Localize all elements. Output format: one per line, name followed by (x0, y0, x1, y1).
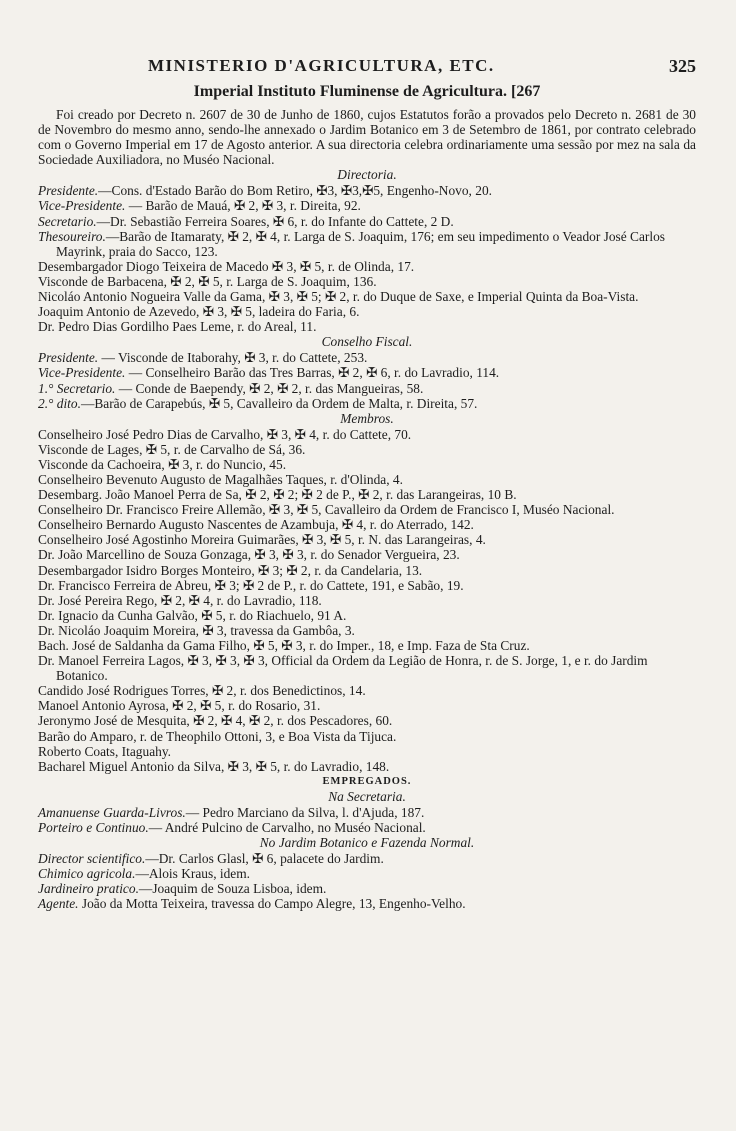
list-item (38, 866, 696, 881)
list-item (38, 183, 696, 198)
page-number: 325 (669, 56, 696, 76)
list-item: Dr. Manoel Ferreira Lagos, ✠ 3, ✠ 3, ✠ 3, Official da Ordem da Legião de Honra, r. de S. Jorge, 1, e r. do Jardim Botanico. (38, 653, 648, 684)
list-item (38, 896, 696, 911)
role-label: Amanuense Guarda-Livros. (38, 804, 186, 820)
role-label: Presidente. (38, 350, 99, 366)
role-label: 2.° dito. (38, 395, 81, 411)
entry-text: — Pedro Marciano da Silva, l. d'Ajuda, 187. (185, 804, 425, 820)
list-item: Conselheiro José Pedro Dias de Carvalho, ✠ 3, ✠ 4, r. do Cattete, 70. (38, 426, 412, 442)
list-item: Conselheiro José Agostinho Moreira Guimarães, ✠ 3, ✠ 5, r. N. das Larangeiras, 4. (38, 532, 486, 548)
list-item (38, 381, 696, 396)
role-label: Vice-Presidente. (38, 198, 126, 214)
role-label: Agente. (38, 896, 79, 912)
list-item: Manoel Antonio Ayrosa, ✠ 2, ✠ 5, r. do Rosario, 31. (38, 698, 321, 714)
secretaria-heading: Na Secretaria. (328, 788, 406, 804)
entry-text: — André Pulcino de Carvalho, no Muséo Nacional. (148, 819, 426, 835)
entry-text: — Barão de Mauá, ✠ 2, ✠ 3, r. Direita, 92. (125, 198, 361, 214)
intro-paragraph: Foi creado por Decreto n. 2607 de 30 de Junho de 1860, cujos Estatutos forão a provados pelo Decreto n. 2681 de 30 de Novembro do mesmo anno, sendo-lhe annexado o Jardim Botanico em 3 de Setembro de 1861, por contrato celebrado com o Governo Imperial em 17 de Agosto anterior. A sua directoria celebra ordinariamente uma sessão por mez na sala da Sociedade Auxiliadora, no Muséo Nacional. (38, 107, 696, 168)
entry-text: Dr. Pedro Dias Gordilho Paes Leme, r. do Areal, 11. (38, 319, 317, 335)
list-item: Desembarg. João Manoel Perra de Sa, ✠ 2, ✠ 2; ✠ 2 de P., ✠ 2, r. das Larangeiras, 10 B. (38, 487, 517, 503)
list-item (38, 229, 696, 259)
list-item: Desembargador Isidro Borges Monteiro, ✠ 3; ✠ 2, r. da Candelaria, 13. (38, 562, 423, 578)
membros-list (38, 427, 696, 774)
entry-text: —Barão de Carapebús, ✠ 5, Cavalleiro da Ordem de Malta, r. Direita, 57. (80, 395, 478, 411)
list-item (38, 820, 696, 835)
entry-text: Visconde de Barbacena, ✠ 2, ✠ 5, r. Larga de S. Joaquim, 136. (38, 273, 377, 289)
list-item: Dr. João Marcellino de Souza Gonzaga, ✠ 3, ✠ 3, r. do Senador Vergueira, 23. (38, 547, 460, 563)
list-item (38, 319, 696, 334)
entry-text: —Alois Kraus, idem. (135, 866, 251, 882)
entry-text: Nicoláo Antonio Nogueira Valle da Gama, ✠ 3, ✠ 5; ✠ 2, r. do Duque de Saxe, e Imperial Quinta da Boa-Vista. (38, 289, 639, 305)
list-item: Visconde de Lages, ✠ 5, r. de Carvalho de Sá, 36. (38, 441, 306, 457)
directoria-list (38, 183, 696, 334)
role-label: Vice-Presidente. (38, 365, 126, 381)
entry-text: —Dr. Carlos Glasl, ✠ 6, palacete do Jardim. (145, 851, 384, 867)
section-title: Imperial Instituto Fluminense de Agricultura. [267 (193, 83, 541, 100)
list-item (38, 365, 696, 380)
list-item (38, 881, 696, 896)
role-label: Chimico agricola. (38, 866, 136, 882)
role-label: Presidente. (38, 183, 99, 199)
page-header (38, 56, 696, 82)
entry-text: — Conselheiro Barão das Tres Barras, ✠ 2, ✠ 6, r. do Lavradio, 114. (125, 365, 500, 381)
entry-text: Joaquim Antonio de Azevedo, ✠ 3, ✠ 5, ladeira do Faria, 6. (38, 304, 360, 320)
secretaria-list (38, 805, 696, 835)
entry-text: Desembargador Diogo Teixeira de Macedo ✠ 3, ✠ 5, r. de Olinda, 17. (38, 258, 415, 274)
role-label: Director scientifico. (38, 851, 146, 867)
empregados-heading: EMPREGADOS. (322, 775, 412, 787)
list-item: Conselheiro Bernardo Augusto Nascentes de Azambuja, ✠ 4, r. do Aterrado, 142. (38, 517, 474, 533)
role-label: Thesoureiro. (38, 228, 106, 244)
entry-text: — Conde de Baependy, ✠ 2, ✠ 2, r. das Mangueiras, 58. (115, 380, 424, 396)
entry-text: João da Motta Teixeira, travessa do Campo Alegre, 13, Engenho-Velho. (78, 896, 466, 912)
list-item: Conselheiro Bevenuto Augusto de Magalhães Taques, r. d'Olinda, 4. (38, 471, 403, 487)
role-label: Porteiro e Continuo. (38, 819, 149, 835)
list-item (38, 259, 696, 274)
list-item (38, 214, 696, 229)
list-item: Dr. Nicoláo Joaquim Moreira, ✠ 3, travessa da Gambôa, 3. (38, 622, 355, 638)
list-item: Jeronymo José de Mesquita, ✠ 2, ✠ 4, ✠ 2, r. dos Pescadores, 60. (38, 713, 393, 729)
list-item (38, 274, 696, 289)
entry-text: —Barão de Itamaraty, ✠ 2, ✠ 4, r. Larga de S. Joaquim, 176; em seu impedimento o Veador José Carlos Mayrink, praia do Sacco, 123. (56, 228, 666, 259)
list-item: Roberto Coats, Itaguahy. (38, 743, 172, 759)
role-label: 1.° Secretario. (38, 380, 116, 396)
entry-text: —Joaquim de Souza Lisboa, idem. (138, 881, 327, 897)
list-item (38, 198, 696, 213)
list-item (38, 350, 696, 365)
entry-text: —Cons. d'Estado Barão do Bom Retiro, ✠3, ✠3,✠5, Engenho-Novo, 20. (98, 183, 492, 199)
list-item (38, 289, 696, 304)
role-label: Secretario. (38, 213, 97, 229)
list-item: Bacharel Miguel Antonio da Silva, ✠ 3, ✠ 5, r. do Lavradio, 148. (38, 758, 390, 774)
conselho-heading: Conselho Fiscal. (321, 334, 413, 350)
list-item: Candido José Rodrigues Torres, ✠ 2, r. dos Benedictinos, 14. (38, 683, 366, 699)
list-item: Conselheiro Dr. Francisco Freire Allemão, ✠ 3, ✠ 5, Cavalleiro da Ordem de Francisco I, Muséo Nacional. (38, 502, 615, 518)
list-item (38, 851, 696, 866)
list-item: Visconde da Cachoeira, ✠ 3, r. do Nuncio, 45. (38, 456, 287, 472)
list-item: Dr. Ignacio da Cunha Galvão, ✠ 5, r. do Riachuelo, 91 A. (38, 607, 347, 623)
entry-text: — Visconde de Itaborahy, ✠ 3, r. do Cattete, 253. (98, 350, 368, 366)
jardim-heading: No Jardim Botanico e Fazenda Normal. (259, 835, 475, 851)
jardim-list (38, 851, 696, 911)
membros-heading: Membros. (340, 410, 394, 426)
list-item (38, 304, 696, 319)
list-item: Dr. Francisco Ferreira de Abreu, ✠ 3; ✠ 2 de P., r. do Cattete, 191, e Sabão, 19. (38, 577, 464, 593)
list-item: Dr. José Pereira Rego, ✠ 2, ✠ 4, r. do Lavradio, 118. (38, 592, 322, 608)
role-label: Jardineiro pratico. (38, 881, 139, 897)
list-item (38, 396, 696, 411)
directoria-heading: Directoria. (337, 167, 397, 183)
list-item (38, 805, 696, 820)
entry-text: —Dr. Sebastião Ferreira Soares, ✠ 6, r. do Infante do Cattete, 2 D. (96, 213, 454, 229)
list-item: Bach. José de Saldanha da Gama Filho, ✠ 5, ✠ 3, r. do Imper., 18, e Imp. Faza de Sta Cruz. (38, 638, 530, 653)
conselho-list (38, 350, 696, 410)
list-item: Barão do Amparo, r. de Theophilo Ottoni, 3, e Boa Vista da Tijuca. (38, 728, 397, 744)
running-title: MINISTERIO D'AGRICULTURA, ETC. (148, 56, 495, 75)
